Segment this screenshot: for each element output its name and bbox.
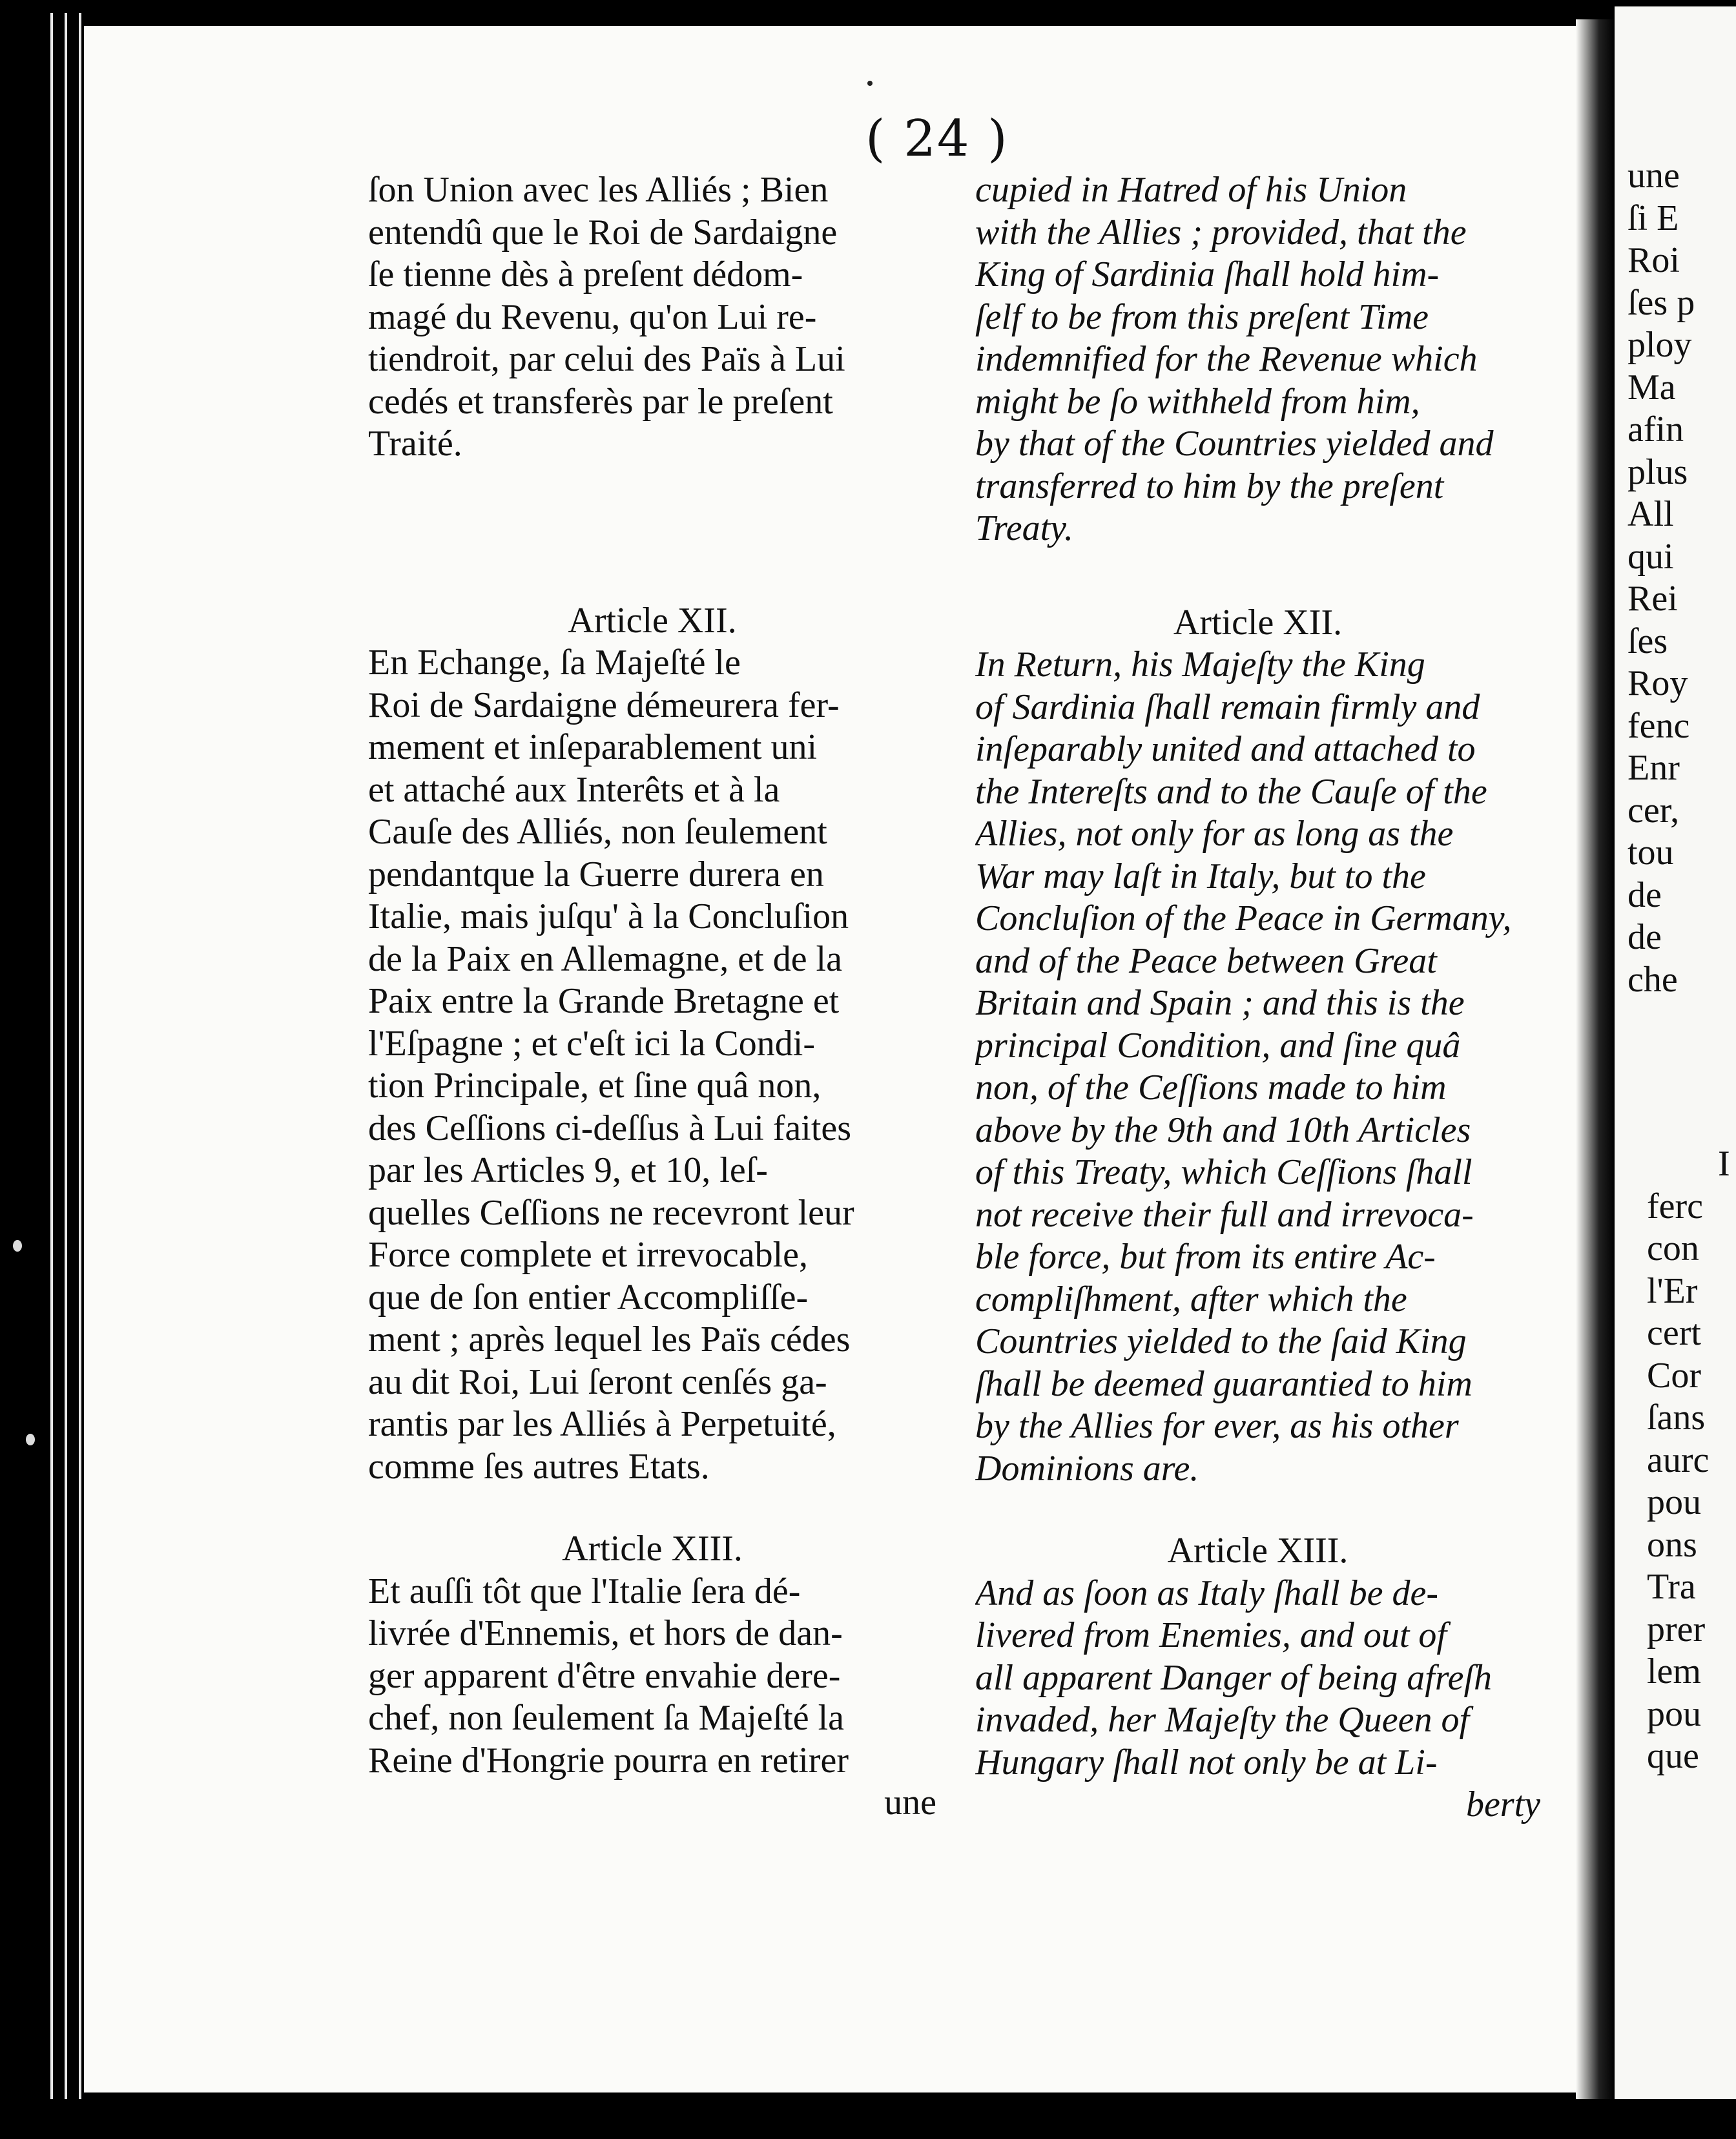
article-heading: Article XII. bbox=[568, 600, 737, 641]
text-line: Dominions are. bbox=[975, 1448, 1199, 1489]
text-line: compliſhment, after which the bbox=[975, 1279, 1407, 1319]
text-line: In Return, his Majeſty the King bbox=[975, 645, 1425, 685]
text-line: with the Allies ; provided, that the bbox=[975, 212, 1467, 253]
text-line: Force complete et irrevocable, bbox=[368, 1235, 808, 1275]
text-line: ger apparent d'être envahie dere- bbox=[368, 1655, 841, 1696]
text-fragment: Roi bbox=[1628, 240, 1680, 280]
text-fragment: de bbox=[1628, 874, 1662, 915]
text-fragment: All bbox=[1628, 494, 1674, 534]
text-line: might be ſo withheld from him, bbox=[975, 381, 1420, 422]
text-line: Cauſe des Alliés, non ſeulement bbox=[368, 812, 827, 852]
text-fragment: ploy bbox=[1628, 325, 1692, 365]
text-line: Allies, not only for as long as the bbox=[975, 814, 1454, 854]
text-line: livered from Enemies, and out of bbox=[975, 1615, 1447, 1655]
text-line: Britain and Spain ; and this is the bbox=[975, 983, 1465, 1023]
page-number: ( 24 ) bbox=[865, 110, 1009, 168]
text-line: des Ceſſions ci-deſſus à Lui faites bbox=[368, 1108, 852, 1148]
text-line: by the Allies for ever, as his other bbox=[975, 1406, 1459, 1446]
text-fragment: ſes bbox=[1628, 621, 1668, 661]
text-line: quelles Ceſſions ne recevront leur bbox=[368, 1192, 854, 1233]
scan-border-bottom bbox=[0, 2099, 1736, 2139]
text-line: pendantque la Guerre durera en bbox=[368, 854, 824, 894]
text-fragment: pou bbox=[1647, 1482, 1701, 1522]
text-line: Reine d'Hongrie pourra en retirer bbox=[368, 1740, 849, 1781]
text-line: tiendroit, par celui des Païs à Lui bbox=[368, 339, 845, 379]
text-fragment: que bbox=[1647, 1736, 1699, 1776]
text-fragment: Ma bbox=[1628, 367, 1676, 408]
text-line: Italie, mais juſqu' à la Concluſion bbox=[368, 896, 849, 936]
text-line: Countries yielded to the ſaid King bbox=[975, 1321, 1467, 1361]
text-line: magé du Revenu, qu'on Lui re- bbox=[368, 296, 817, 337]
text-line: et attaché aux Interêts et à la bbox=[368, 769, 780, 810]
text-line: indemnified for the Revenue which bbox=[975, 339, 1478, 379]
text-line: chef, non ſeulement ſa Majeſté la bbox=[368, 1698, 845, 1738]
text-line: by that of the Countries yielded and bbox=[975, 424, 1494, 464]
text-fragment: plus bbox=[1628, 451, 1688, 492]
text-line: au dit Roi, Lui ſeront cenſés ga- bbox=[368, 1361, 827, 1402]
text-fragment: cert bbox=[1647, 1313, 1701, 1353]
text-fragment: pou bbox=[1647, 1693, 1701, 1734]
text-fragment: ſes p bbox=[1628, 282, 1695, 323]
text-line: ble force, but from its entire Ac- bbox=[975, 1237, 1436, 1277]
text-fragment: tou bbox=[1628, 832, 1674, 873]
text-line: ſon Union avec les Alliés ; Bien bbox=[368, 170, 829, 210]
catchword: berty bbox=[1465, 1784, 1540, 1824]
article-heading: Article XII. bbox=[1173, 602, 1343, 643]
article-heading: Article XIII. bbox=[1167, 1531, 1348, 1571]
text-line: comme ſes autres Etats. bbox=[368, 1446, 710, 1487]
text-fragment: une bbox=[1628, 156, 1680, 196]
text-fragment: con bbox=[1647, 1228, 1699, 1268]
catchword: une bbox=[884, 1782, 936, 1823]
text-line: all apparent Danger of being afreſh bbox=[975, 1657, 1492, 1698]
article-heading: Article XIII. bbox=[562, 1529, 743, 1569]
text-line: cedés et transferès par le preſent bbox=[368, 381, 833, 422]
text-line: ment ; après lequel les Païs cédes bbox=[368, 1319, 851, 1359]
text-line: de la Paix en Allemagne, et de la bbox=[368, 938, 842, 979]
text-line: principal Condition, and ſine quâ bbox=[975, 1025, 1461, 1066]
text-fragment: lem bbox=[1647, 1651, 1701, 1691]
text-line: Concluſion of the Peace in Germany, bbox=[975, 898, 1512, 938]
text-fragment: afin bbox=[1628, 409, 1684, 450]
text-fragment: l'Er bbox=[1647, 1270, 1698, 1311]
facing-page-top-fragments bbox=[1628, 155, 1695, 1001]
text-fragment: I bbox=[1718, 1144, 1730, 1184]
text-line: entendû que le Roi de Sardaigne bbox=[368, 212, 838, 253]
text-fragment: Cor bbox=[1647, 1355, 1701, 1396]
text-fragment: ferc bbox=[1647, 1186, 1704, 1226]
text-line: Paix entre la Grande Bretagne et bbox=[368, 981, 840, 1021]
text-fragment: cer, bbox=[1628, 790, 1680, 831]
text-line: not receive their full and irrevoca- bbox=[975, 1194, 1474, 1235]
text-line: Traité. bbox=[368, 424, 462, 464]
text-fragment: de bbox=[1628, 917, 1662, 957]
text-line: En Echange, ſa Majeſté le bbox=[368, 643, 741, 683]
text-fragment: aurc bbox=[1647, 1440, 1710, 1480]
text-fragment: prer bbox=[1647, 1609, 1706, 1649]
text-line: l'Eſpagne ; et c'eſt ici la Condi- bbox=[368, 1023, 815, 1064]
text-line: cupied in Hatred of his Union bbox=[975, 170, 1407, 210]
text-line: Roi de Sardaigne démeurera fer- bbox=[368, 685, 840, 725]
text-line: And as ſoon as Italy ſhall be de- bbox=[975, 1573, 1439, 1613]
scan-speck bbox=[13, 1240, 22, 1252]
text-fragment: qui bbox=[1628, 536, 1674, 577]
text-line: War may laſt in Italy, but to the bbox=[975, 856, 1426, 896]
text-line: livrée d'Ennemis, et hors de dan- bbox=[368, 1613, 843, 1653]
text-line: of Sardinia ſhall remain firmly and bbox=[975, 687, 1480, 727]
text-line: ſhall be deemed guarantied to him bbox=[975, 1363, 1472, 1404]
text-fragment: che bbox=[1628, 959, 1678, 1000]
text-line: above by the 9th and 10th Articles bbox=[975, 1110, 1471, 1150]
text-fragment: Roy bbox=[1628, 663, 1688, 703]
text-line: Treaty. bbox=[975, 508, 1073, 548]
scan-speck bbox=[26, 1434, 35, 1445]
french-column bbox=[368, 169, 936, 1824]
text-fragment: fenc bbox=[1628, 705, 1690, 746]
gutter-shadow bbox=[1576, 19, 1615, 2105]
text-line: of this Treaty, which Ceſſions ſhall bbox=[975, 1152, 1472, 1192]
text-line: Hungary ſhall not only be at Li- bbox=[975, 1742, 1438, 1782]
text-fragment: ons bbox=[1647, 1524, 1697, 1565]
text-line: and of the Peace between Great bbox=[975, 940, 1437, 981]
text-line: par les Articles 9, et 10, leſ- bbox=[368, 1150, 768, 1190]
ink-dot bbox=[867, 81, 873, 86]
text-line: King of Sardinia ſhall hold him- bbox=[975, 254, 1440, 294]
facing-page-bottom-fragments bbox=[1628, 1143, 1730, 1778]
text-fragment: Rei bbox=[1628, 579, 1678, 619]
text-line: Et auſſi tôt que l'Italie ſera dé- bbox=[368, 1571, 801, 1611]
english-column bbox=[975, 169, 1540, 1826]
text-line: invaded, her Majeſty the Queen of bbox=[975, 1700, 1470, 1740]
book-spine bbox=[45, 13, 84, 2118]
text-line: inſeparably united and attached to bbox=[975, 729, 1476, 769]
text-line: rantis par les Alliés à Perpetuité, bbox=[368, 1404, 836, 1444]
text-fragment: ſi E bbox=[1628, 198, 1679, 238]
text-line: the Intereſts and to the Cauſe of the bbox=[975, 771, 1487, 812]
text-line: ſe tienne dès à preſent dédom- bbox=[368, 254, 803, 294]
text-line: que de ſon entier Accompliſſe- bbox=[368, 1277, 809, 1318]
text-line: ſelf to be from this preſent Time bbox=[975, 296, 1429, 337]
text-line: mement et inſeparablement uni bbox=[368, 727, 818, 767]
text-fragment: ſans bbox=[1647, 1398, 1706, 1438]
scan-border-top bbox=[0, 0, 1736, 19]
text-line: non, of the Ceſſions made to him bbox=[975, 1068, 1447, 1108]
text-line: transferred to him by the preſent bbox=[975, 466, 1444, 506]
text-line: tion Principale, et ſine quâ non, bbox=[368, 1066, 822, 1106]
text-fragment: Enr bbox=[1628, 748, 1680, 788]
text-fragment: Tra bbox=[1647, 1567, 1696, 1607]
